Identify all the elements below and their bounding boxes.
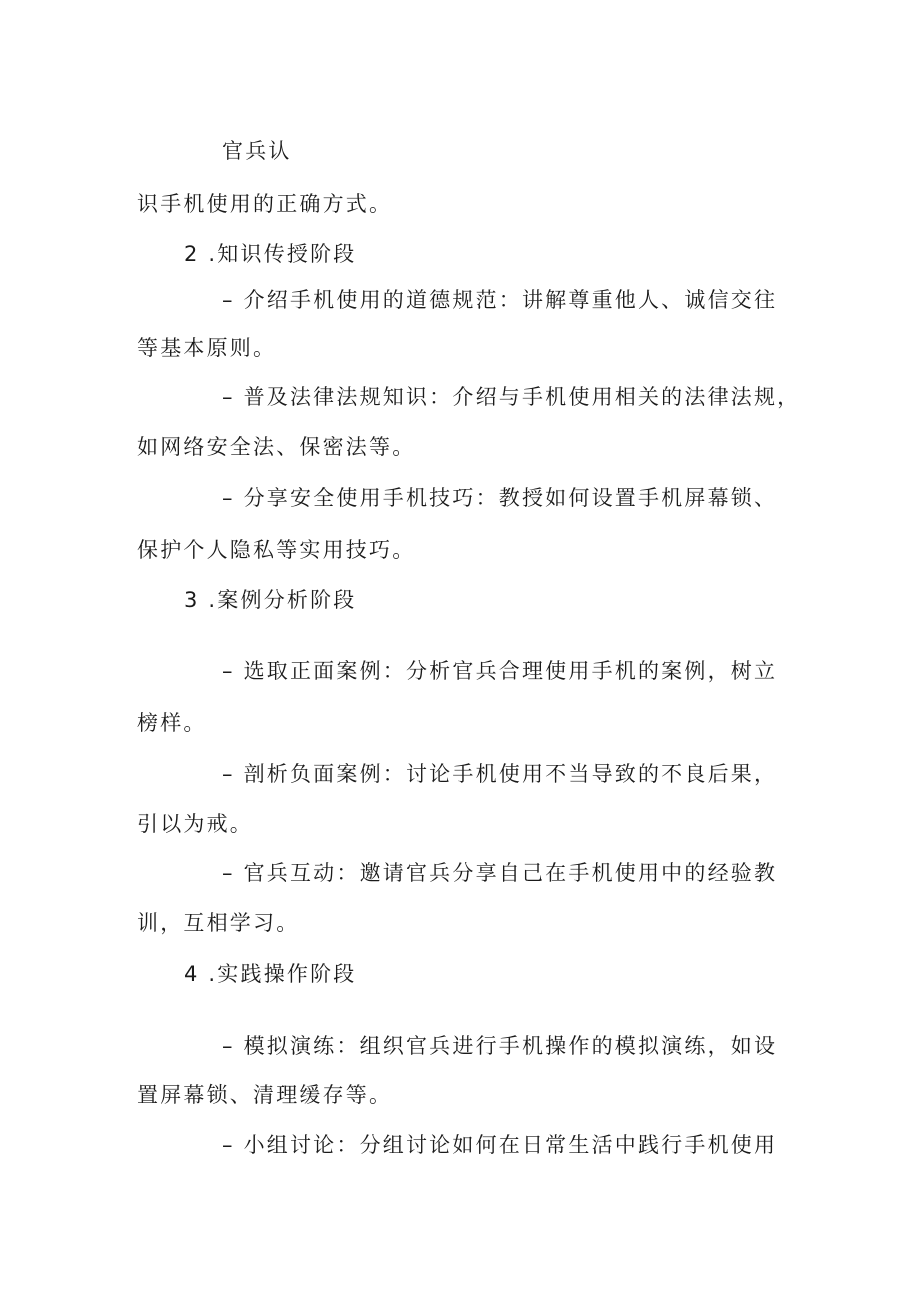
bullet-continuation: 保护个人隐私等实用技巧。: [137, 538, 416, 562]
bullet-item: – 介绍手机使用的道德规范：讲解尊重他人、诚信交往: [222, 288, 778, 312]
bullet-continuation: 等基本原则。: [137, 336, 277, 360]
section-heading-2: 2 .知识传授阶段: [184, 242, 357, 266]
fragment-line: 官兵认: [222, 139, 292, 163]
bullet-item: – 普及法律法规知识：介绍与手机使用相关的法律法规，: [222, 385, 801, 409]
section-heading-3: 3 .案例分析阶段: [184, 588, 357, 612]
bullet-item: – 分享安全使用手机技巧：教授如何设置手机屏幕锁、: [222, 486, 778, 510]
bullet-continuation: 引以为戒。: [137, 812, 253, 836]
section-heading-4: 4 .实践操作阶段: [184, 962, 357, 986]
fragment-continuation: 识手机使用的正确方式。: [137, 192, 393, 216]
bullet-continuation: 如网络安全法、保密法等。: [137, 435, 416, 459]
bullet-continuation: 训，互相学习。: [137, 911, 300, 935]
bullet-item: – 小组讨论：分组讨论如何在日常生活中践行手机使用: [222, 1133, 778, 1157]
bullet-item: – 模拟演练：组织官兵进行手机操作的模拟演练，如设: [222, 1034, 778, 1058]
bullet-item: – 剖析负面案例：讨论手机使用不当导致的不良后果，: [222, 762, 778, 786]
bullet-continuation: 榜样。: [137, 711, 207, 735]
bullet-item: – 官兵互动：邀请官兵分享自己在手机使用中的经验教: [222, 861, 778, 885]
bullet-item: – 选取正面案例：分析官兵合理使用手机的案例，树立: [222, 659, 778, 683]
bullet-continuation: 置屏幕锁、清理缓存等。: [137, 1083, 393, 1107]
